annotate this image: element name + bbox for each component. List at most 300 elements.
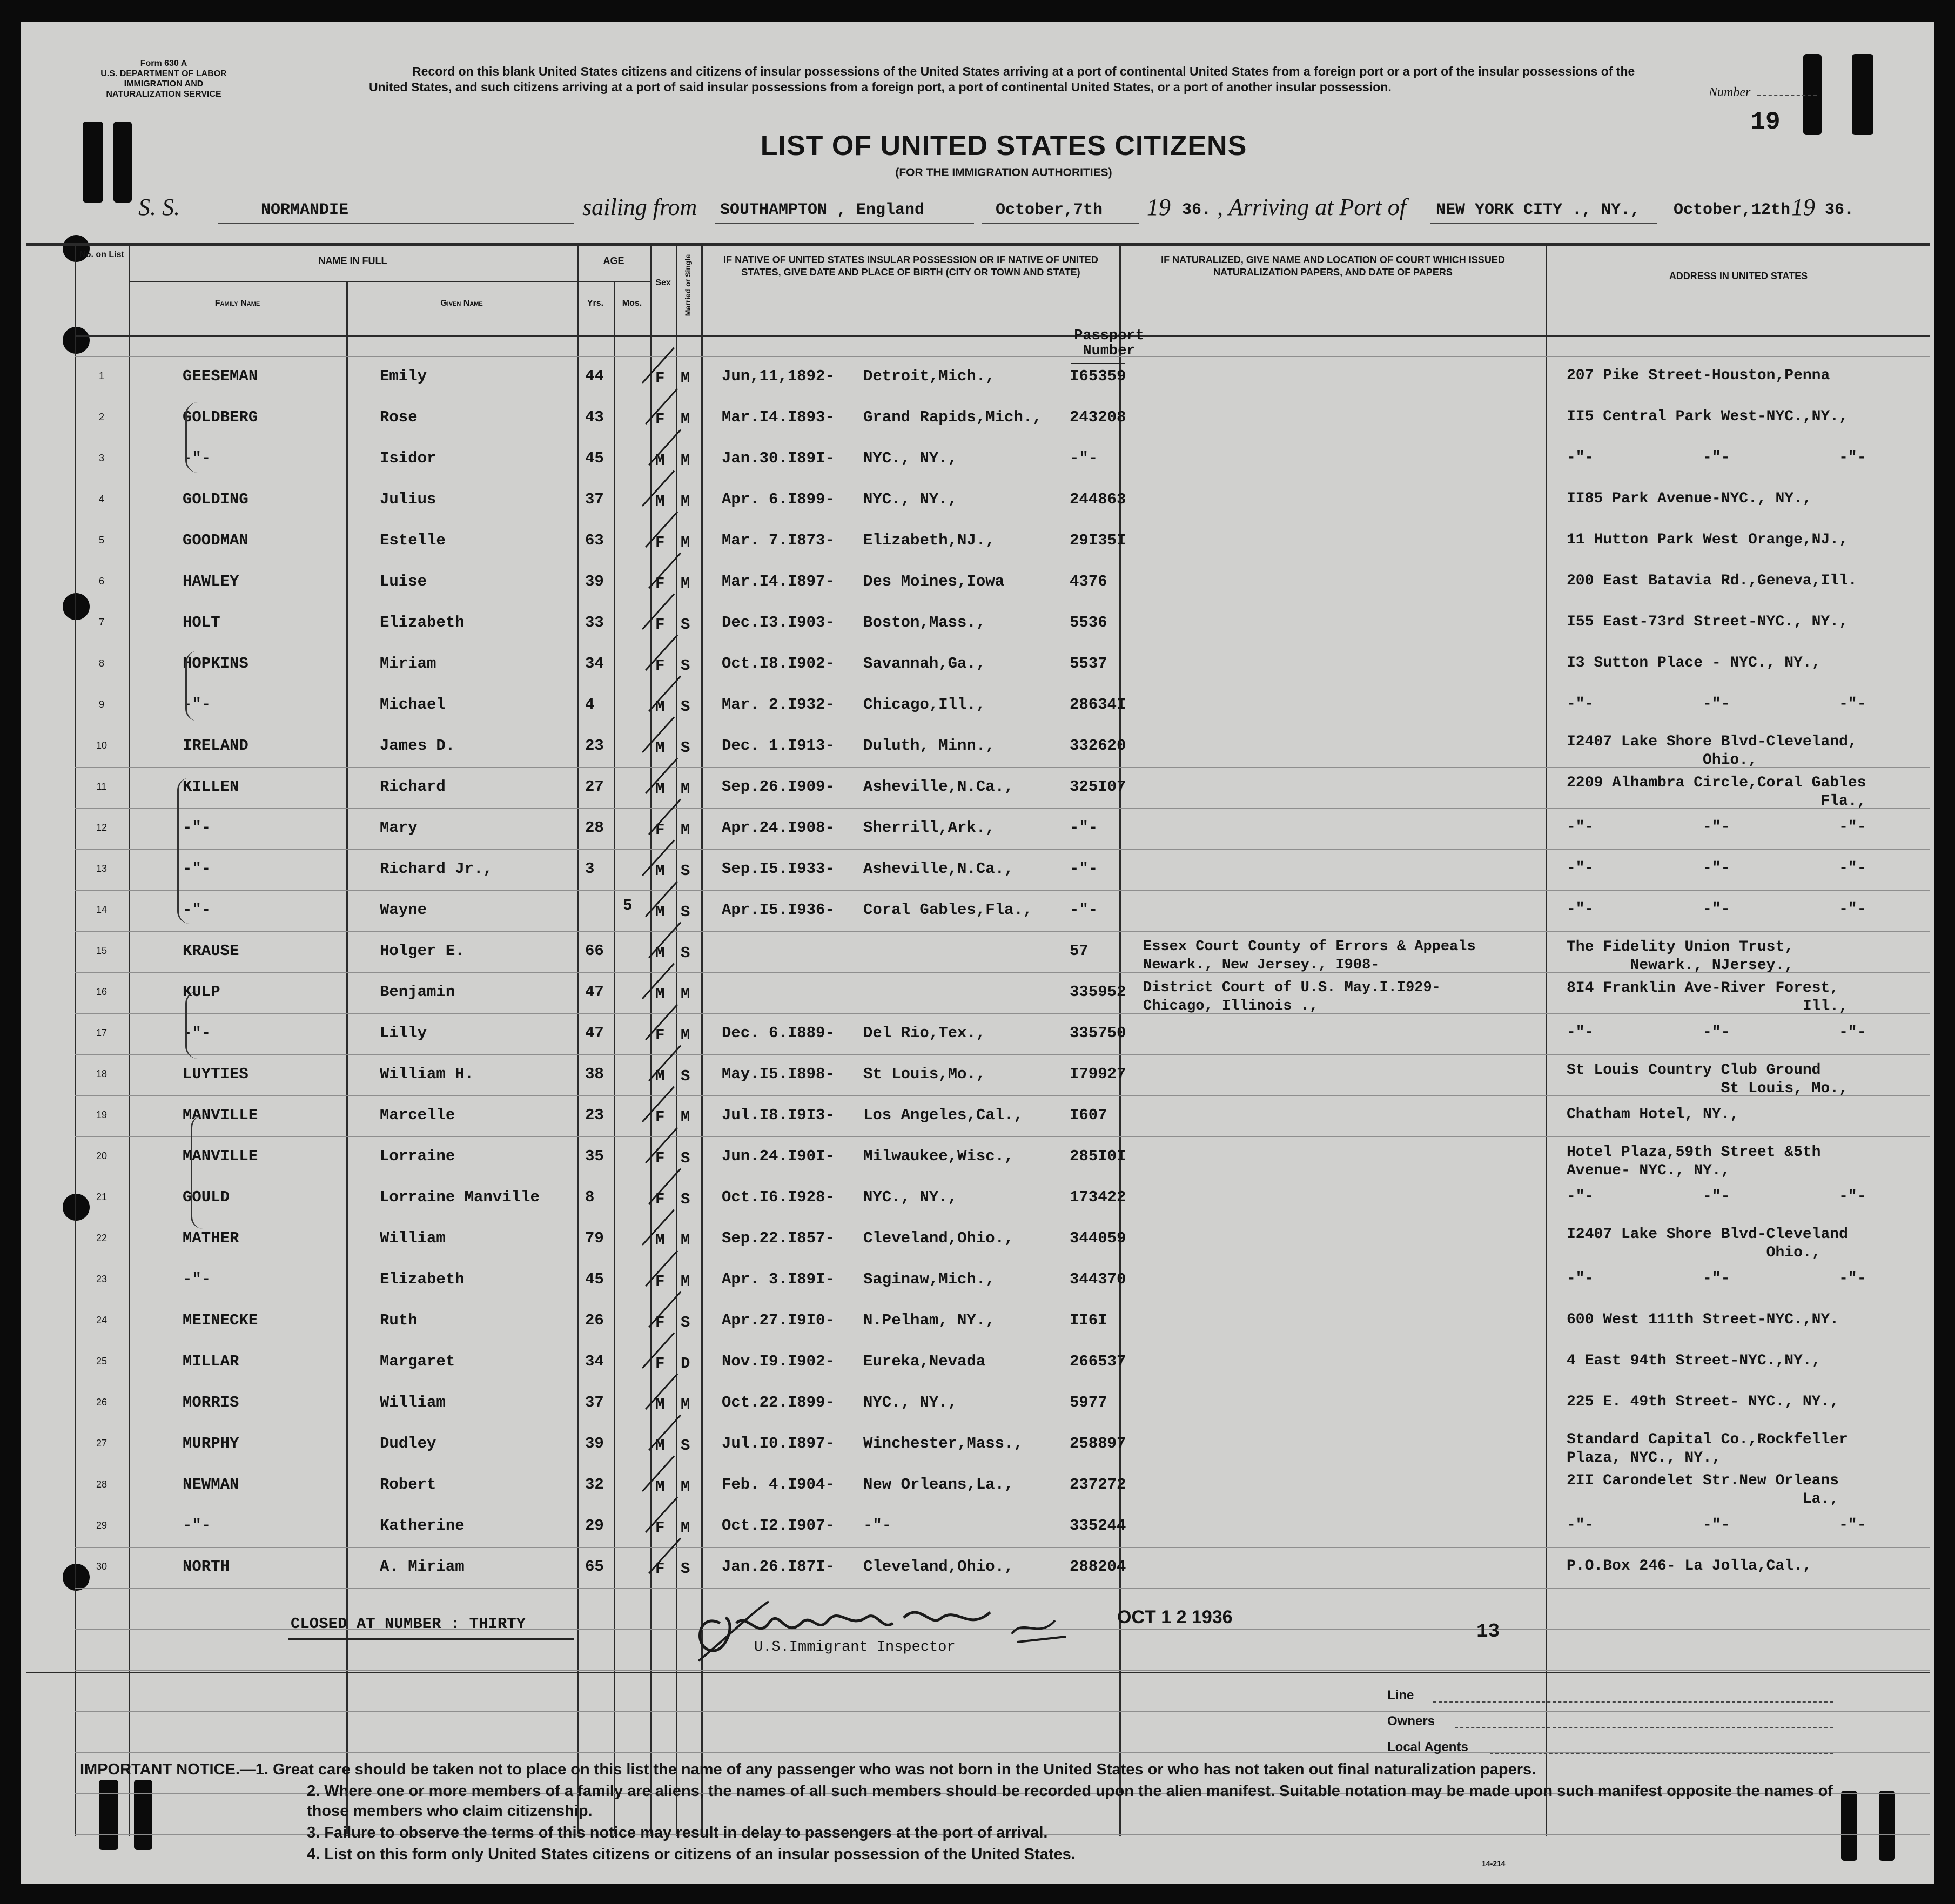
inspector-label: U.S.Immigrant Inspector (754, 1639, 956, 1656)
department: NATURALIZATION SERVICE (106, 90, 221, 99)
age-years: 32 (585, 1476, 604, 1493)
header-address: ADDRESS IN UNITED STATES (1669, 271, 1808, 281)
us-address: Avenue- NYC., NY., (1567, 1162, 1730, 1179)
underline (218, 223, 574, 224)
passport-number: 244863 (1070, 490, 1126, 508)
birth-place: Detroit,Mich., (863, 367, 995, 385)
naturalization-court: Newark., New Jersey., I908- (1143, 957, 1380, 973)
age-months: 5 (623, 897, 633, 914)
birth-date: Jul.I0.I897- (722, 1435, 835, 1452)
sex: M (655, 1396, 665, 1414)
birth-date: Feb. 4.I904- (722, 1476, 835, 1493)
family-name: -"- (183, 696, 211, 714)
sex: F (655, 1108, 665, 1126)
birth-date: Jul.I8.I9I3- (722, 1106, 835, 1124)
age-years: 39 (585, 1435, 604, 1452)
col-rule (676, 243, 677, 1836)
birth-place: Winchester,Mass., (863, 1435, 1023, 1452)
birth-date: Dec. 6.I889- (722, 1024, 835, 1042)
birth-date: Sep.26.I909- (722, 778, 835, 796)
family-brace (177, 778, 190, 924)
birth-date: Oct.22.I899- (722, 1394, 835, 1411)
us-address: Plaza, NYC., NY., (1567, 1450, 1721, 1466)
col-rule (614, 281, 615, 1836)
us-address: Hotel Plaza,59th Street &5th (1567, 1144, 1821, 1161)
year-prefix: 19 (1147, 194, 1171, 220)
header-birth: IF NATIVE OF UNITED STATES INSULAR POSSESSION OR IF NATIVE OF UNITED STATES, GIVE DATE AND PLACE OF BIRTH (CITY OR TOWN AND STATE) (723, 254, 1098, 278)
family-name: MILLAR (183, 1353, 239, 1370)
row-rule (75, 931, 1930, 932)
col-rule (129, 243, 130, 1836)
header-naturalized: IF NATURALIZED, GIVE NAME AND LOCATION OF COURT WHICH ISSUED NATURALIZATION PAPERS, AND DATE OF PAPERS (1161, 254, 1505, 278)
passport-number: 344059 (1070, 1229, 1126, 1247)
row-number: 7 (98, 617, 104, 628)
header-family-name: Family Name (214, 299, 260, 308)
birth-place: Los Angeles,Cal., (863, 1106, 1023, 1124)
arrival-year: 36. (1825, 201, 1855, 219)
age-years: 34 (585, 655, 604, 672)
passport-number: 288204 (1070, 1558, 1126, 1576)
given-name: Lorraine (380, 1147, 455, 1165)
age-years: 47 (585, 1024, 604, 1042)
given-name: Katherine (380, 1517, 465, 1535)
row-rule (75, 1670, 1930, 1671)
passport-number: 344370 (1070, 1270, 1126, 1288)
given-name: Benjamin (380, 983, 455, 1001)
given-name: Miriam (380, 655, 436, 672)
row-number: 24 (96, 1315, 108, 1326)
marital-status: M (681, 493, 690, 510)
sex: F (655, 1560, 665, 1578)
passport-number: 332620 (1070, 737, 1126, 755)
sex: F (655, 411, 665, 428)
marital-status: M (681, 1273, 690, 1290)
birth-date: Apr.24.I908- (722, 819, 835, 837)
underline (715, 223, 974, 224)
sex: M (655, 903, 665, 921)
family-name: MATHER (183, 1229, 239, 1247)
marital-status: M (681, 821, 690, 839)
birth-date: Apr. 6.I899- (722, 490, 835, 508)
form-number: Form 630 A (140, 59, 187, 68)
agents-field (1490, 1753, 1833, 1754)
sex: F (655, 1355, 665, 1373)
us-address: Standard Capital Co.,Rockfeller (1567, 1431, 1848, 1448)
us-address: 225 E. 49th Street- NYC., NY., (1567, 1394, 1839, 1410)
family-name: GOULD (183, 1188, 230, 1206)
marital-status: M (681, 1396, 690, 1414)
birth-place: Del Rio,Tex., (863, 1024, 986, 1042)
family-name: -"- (183, 1270, 211, 1288)
notice-text: 1. Great care should be taken not to place on this list the name of any passenger who was not born in the United States or who has not taken out final naturalization papers. (255, 1761, 1536, 1778)
registration-mark (83, 122, 103, 203)
birth-place: Cleveland,Ohio., (863, 1229, 1014, 1247)
passport-number: -"- (1070, 449, 1098, 467)
age-years: 38 (585, 1065, 604, 1083)
header-age: AGE (603, 255, 624, 266)
naturalization-court: Chicago, Illinois ., (1143, 998, 1319, 1014)
age-years: 8 (585, 1188, 595, 1206)
family-name: -"- (183, 901, 211, 919)
registration-mark (1879, 1791, 1895, 1861)
owners-label: Owners (1387, 1714, 1435, 1728)
row-rule (75, 1547, 1930, 1548)
passport-number: 29I35I (1070, 531, 1126, 549)
sex: M (655, 780, 665, 798)
passport-number: 28634I (1070, 696, 1126, 714)
marital-status: S (681, 698, 690, 716)
birth-date: Jan.26.I87I- (722, 1558, 835, 1576)
passport-number: 5977 (1070, 1394, 1107, 1411)
passport-number: 5537 (1070, 655, 1107, 672)
sex: M (655, 944, 665, 962)
us-address: Newark., NJersey., (1567, 957, 1794, 974)
sex: F (655, 369, 665, 387)
row-number: 2 (98, 412, 104, 422)
given-name: Lilly (380, 1024, 427, 1042)
birth-place: Coral Gables,Fla., (863, 901, 1033, 919)
binder-hole (63, 593, 90, 620)
birth-place: -"- (863, 1517, 892, 1535)
given-name: Ruth (380, 1311, 418, 1329)
row-number: 29 (96, 1520, 108, 1531)
birth-place: NYC., NY., (863, 490, 958, 508)
birth-place: New Orleans,La., (863, 1476, 1014, 1493)
registration-mark (113, 122, 132, 203)
passport-header: Passport Number (1074, 328, 1144, 359)
department: IMMIGRATION AND (124, 79, 204, 89)
family-brace (185, 991, 198, 1059)
birth-place: Duluth, Minn., (863, 737, 995, 755)
row-rule (75, 356, 1930, 357)
name-header-rule (129, 281, 577, 282)
row-number: 1 (98, 371, 104, 381)
sex: M (655, 493, 665, 510)
marital-status: M (681, 1519, 690, 1537)
age-years: 44 (585, 367, 604, 385)
passport-number: 173422 (1070, 1188, 1126, 1206)
age-years: 26 (585, 1311, 604, 1329)
family-name: KILLEN (183, 778, 239, 796)
col-rule (577, 243, 579, 1836)
registration-mark (1852, 54, 1873, 135)
birth-date: Sep.22.I857- (722, 1229, 835, 1247)
passport-number: -"- (1070, 860, 1098, 878)
col-rule (346, 281, 348, 1836)
age-years: 39 (585, 573, 604, 590)
sex: M (655, 739, 665, 757)
birth-place: Savannah,Ga., (863, 655, 986, 672)
row-rule (75, 890, 1930, 891)
us-address: P.O.Box 246- La Jolla,Cal., (1567, 1558, 1812, 1575)
birth-place: Asheville,N.Ca., (863, 860, 1014, 878)
closed-underline (288, 1638, 574, 1640)
passport-number: 335750 (1070, 1024, 1126, 1042)
sex: M (655, 862, 665, 880)
birth-date: Apr.27.I9I0- (722, 1311, 835, 1329)
row-number: 6 (98, 576, 104, 587)
us-address: St Louis Country Club Ground (1567, 1062, 1821, 1079)
birth-place: NYC., NY., (863, 449, 958, 467)
row-number: 8 (98, 658, 104, 669)
passport-number: -"- (1070, 901, 1098, 919)
sex: M (655, 452, 665, 469)
sex: F (655, 821, 665, 839)
family-name: MANVILLE (183, 1106, 258, 1124)
row-number: 15 (96, 945, 108, 956)
us-address: II85 Park Avenue-NYC., NY., (1567, 490, 1812, 507)
us-address: 2209 Alhambra Circle,Coral Gables (1567, 775, 1866, 791)
row-number: 4 (98, 494, 104, 504)
marital-status: M (681, 575, 690, 593)
given-name: William H. (380, 1065, 474, 1083)
birth-place: Milwaukee,Wisc., (863, 1147, 1014, 1165)
family-name: KRAUSE (183, 942, 239, 960)
age-years: 47 (585, 983, 604, 1001)
passport-number: 325I07 (1070, 778, 1126, 796)
sex: F (655, 1314, 665, 1331)
given-name: Michael (380, 696, 446, 714)
row-number: 27 (96, 1438, 108, 1449)
family-name: GOLDING (183, 490, 248, 508)
notice-label: IMPORTANT NOTICE. (80, 1761, 240, 1778)
row-number: 19 (96, 1109, 108, 1120)
age-years: 28 (585, 819, 604, 837)
row-rule (75, 1136, 1930, 1137)
passport-number: -"- (1070, 819, 1098, 837)
birth-date: Oct.I2.I907- (722, 1517, 835, 1535)
sex: M (655, 698, 665, 716)
age-years: 45 (585, 1270, 604, 1288)
arrival-port: NEW YORK CITY ., NY., (1436, 201, 1641, 219)
family-name: -"- (183, 1024, 211, 1042)
birth-place: Eureka,Nevada (863, 1353, 986, 1370)
family-brace (191, 1115, 203, 1229)
given-name: Wayne (380, 901, 427, 919)
marital-status: M (681, 1232, 690, 1249)
departure-date: October,7th (996, 201, 1103, 219)
col-rule (1546, 243, 1547, 1836)
intro-text: Record on this blank United States citizens and citizens of insular possessions of the United States arriving at a port of continental United States from a foreign port or a port of the insular possessions of the United States, and such citizens arriving at a port of said insular possessions from a foreign port, a port of continental United States, or a port of another insular possession. (369, 64, 1635, 94)
family-name: -"- (183, 819, 211, 837)
age-years: 37 (585, 490, 604, 508)
row-number: 20 (96, 1151, 108, 1161)
sex: F (655, 1149, 665, 1167)
year-prefix: 19 (1791, 194, 1815, 220)
passport-header-underline (1071, 363, 1125, 364)
arriving-label: , Arriving at Port of (1217, 194, 1406, 220)
birth-date: Jun,11,1892- (722, 367, 835, 385)
header-married-single: Married or Single (683, 254, 692, 317)
row-number: 28 (96, 1479, 108, 1490)
registration-mark (99, 1780, 118, 1850)
naturalization-court: Essex Court County of Errors & Appeals (1143, 939, 1476, 955)
marital-status: M (681, 534, 690, 551)
us-address: I55 East-73rd Street-NYC., NY., (1567, 614, 1848, 630)
ship-name: NORMANDIE (261, 201, 349, 219)
birth-date: Mar.I4.I897- (722, 573, 835, 590)
passport-number: I65359 (1070, 367, 1126, 385)
us-address: -"- -"- -"- (1567, 901, 1866, 918)
notice-item-1: IMPORTANT NOTICE.—1. Great care should be taken not to place on this list the name of any passenger who was not born in the United States or who has not taken out final naturalization papers. (80, 1761, 1536, 1778)
age-years: 33 (585, 614, 604, 631)
passport-number: II6I (1070, 1311, 1107, 1329)
family-brace (185, 402, 198, 473)
marital-status: M (681, 411, 690, 428)
passport-number: 57 (1070, 942, 1089, 960)
sex: F (655, 534, 665, 551)
marital-status: M (681, 1108, 690, 1126)
given-name: Elizabeth (380, 1270, 465, 1288)
birth-date: Dec.I3.I903- (722, 614, 835, 631)
given-name: Emily (380, 367, 427, 385)
us-address: 11 Hutton Park West Orange,NJ., (1567, 531, 1848, 548)
marital-status: M (681, 1026, 690, 1044)
family-name: -"- (183, 1517, 211, 1535)
row-number: 14 (96, 904, 108, 915)
ss-label: S. S. (138, 194, 180, 220)
date-stamp: OCT 1 2 1936 (1117, 1607, 1233, 1627)
department: U.S. DEPARTMENT OF LABOR (100, 69, 227, 78)
page-number: 19 (1750, 108, 1781, 136)
birth-date: Jun.24.I90I- (722, 1147, 835, 1165)
given-name: A. Miriam (380, 1558, 465, 1576)
birth-date: Nov.I9.I902- (722, 1353, 835, 1370)
marital-status: S (681, 657, 690, 675)
age-years: 65 (585, 1558, 604, 1576)
page-subtitle: (FOR THE IMMIGRATION AUTHORITIES) (895, 166, 1112, 179)
age-years: 34 (585, 1353, 604, 1370)
page-total: 13 (1476, 1620, 1500, 1643)
marital-status: S (681, 739, 690, 757)
birth-date: Mar.I4.I893- (722, 408, 835, 426)
marital-status: S (681, 1437, 690, 1455)
agents-label: Local Agents (1387, 1740, 1468, 1754)
row-number: 26 (96, 1397, 108, 1408)
sex: M (655, 1478, 665, 1496)
age-years: 45 (585, 449, 604, 467)
family-name: HOPKINS (183, 655, 248, 672)
line-field (1433, 1701, 1833, 1703)
birth-date: Sep.I5.I933- (722, 860, 835, 878)
family-name: MEINECKE (183, 1311, 258, 1329)
sex: F (655, 1026, 665, 1044)
form-id (72, 58, 256, 99)
us-address: -"- -"- -"- (1567, 449, 1866, 466)
given-name: James D. (380, 737, 455, 755)
birth-date: Mar. 2.I932- (722, 696, 835, 714)
registration-mark (134, 1780, 152, 1850)
passport-number: 5536 (1070, 614, 1107, 631)
marital-status: S (681, 1314, 690, 1331)
underline (1430, 223, 1657, 224)
birth-place: Grand Rapids,Mich., (863, 408, 1042, 426)
row-number: 3 (98, 453, 104, 463)
number-underline (1757, 95, 1817, 96)
marital-status: M (681, 452, 690, 469)
us-address: Chatham Hotel, NY., (1567, 1106, 1739, 1123)
row-rule (75, 849, 1930, 850)
header-mos: Mos. (622, 299, 642, 308)
birth-date: Apr. 3.I89I- (722, 1270, 835, 1288)
row-rule (75, 1752, 1930, 1753)
birth-place: Boston,Mass., (863, 614, 986, 631)
family-name: IRELAND (183, 737, 248, 755)
marital-status: D (681, 1355, 690, 1373)
manifest-sheet (21, 22, 1934, 1884)
given-name: Luise (380, 573, 427, 590)
birth-date: Mar. 7.I873- (722, 531, 835, 549)
passport-number: I607 (1070, 1106, 1107, 1124)
row-rule (75, 1711, 1930, 1712)
given-name: Robert (380, 1476, 436, 1493)
row-number: 21 (96, 1192, 108, 1202)
us-address: -"- -"- -"- (1567, 696, 1866, 712)
row-number: 13 (96, 863, 108, 874)
birth-place: Sherrill,Ark., (863, 819, 995, 837)
given-name: Julius (380, 490, 436, 508)
given-name: Elizabeth (380, 614, 465, 631)
sex: F (655, 575, 665, 593)
marital-status: S (681, 616, 690, 634)
age-years: 63 (585, 531, 604, 549)
row-number: 9 (98, 699, 104, 710)
sailing-label: sailing from (582, 194, 697, 220)
marital-status: S (681, 903, 690, 921)
birth-place: NYC., NY., (863, 1394, 958, 1411)
family-name: KULP (183, 983, 220, 1001)
row-number: 25 (96, 1356, 108, 1367)
birth-place: St Louis,Mo., (863, 1065, 986, 1083)
us-address: -"- -"- -"- (1567, 1188, 1866, 1205)
row-number: 10 (96, 740, 108, 751)
birth-date: May.I5.I898- (722, 1065, 835, 1083)
family-name: NORTH (183, 1558, 230, 1576)
passport-number: 335952 (1070, 983, 1126, 1001)
us-address: La., (1567, 1491, 1839, 1508)
notice-item-2: 2. Where one or more members of a family are aliens, the names of all such members should be recorded upon the alien manifest. Suitable notation may be made upon such manifest opposite the names of those members who claim citizenship. (307, 1782, 1833, 1820)
us-address: -"- -"- -"- (1567, 860, 1866, 877)
binder-hole (63, 327, 90, 354)
owners-field (1455, 1727, 1833, 1728)
us-address: 4 East 94th Street-NYC.,NY., (1567, 1353, 1821, 1369)
departure-year: 36. (1182, 201, 1212, 219)
passport-number: 266537 (1070, 1353, 1126, 1370)
notice-item-3: 3. Failure to observe the terms of this notice may result in delay to passengers at the port of arrival. (307, 1824, 1048, 1841)
birth-date: Oct.I8.I902- (722, 655, 835, 672)
row-number: 22 (96, 1233, 108, 1243)
age-years: 4 (585, 696, 595, 714)
age-years: 23 (585, 1106, 604, 1124)
underline (982, 223, 1139, 224)
family-name: HOLT (183, 614, 220, 631)
family-name: GEESEMAN (183, 367, 258, 385)
sex: M (655, 985, 665, 1003)
birth-date: Jan.30.I89I- (722, 449, 835, 467)
arrival-date: October,12th (1674, 201, 1791, 219)
us-address: I2407 Lake Shore Blvd-Cleveland, (1567, 734, 1857, 750)
sex: F (655, 1519, 665, 1537)
sex: F (655, 657, 665, 675)
given-name: Lorraine Manville (380, 1188, 540, 1206)
passport-number: I79927 (1070, 1065, 1126, 1083)
marital-status: S (681, 1149, 690, 1167)
header-bottom-rule (75, 335, 1930, 337)
table-bottom-rule (26, 1672, 1930, 1673)
marital-status: S (681, 944, 690, 962)
given-name: Dudley (380, 1435, 436, 1452)
given-name: Richard Jr., (380, 860, 493, 878)
